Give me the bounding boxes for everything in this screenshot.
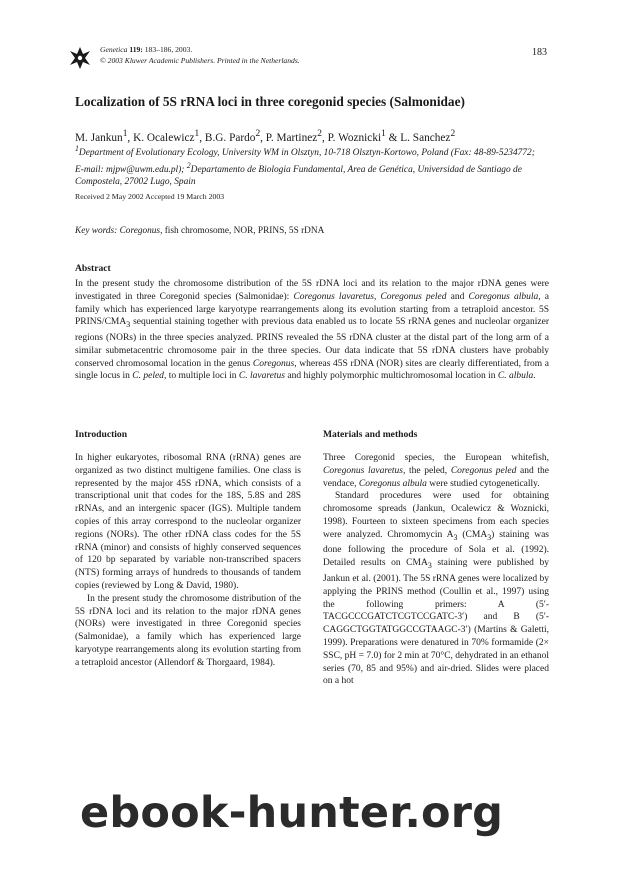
keywords-label: Key words:: [75, 226, 118, 236]
journal-pages: 183–186, 2003.: [144, 45, 193, 54]
author-affiliation-mark: 2: [255, 129, 261, 139]
author: L. Sanchez: [400, 131, 451, 144]
abstract-heading: Abstract: [75, 263, 111, 274]
journal-volume: 119:: [129, 45, 143, 54]
author-affiliation-mark: 1: [381, 129, 386, 139]
keyword-italic: Coregonus: [119, 226, 161, 236]
methods-paragraph-1: Three Coregonid species, the European whitefish, Coregonus lavaretus, the peled, Coregonus peled and the vendace, Coregonus albula were studied cytogenetically.: [323, 453, 549, 489]
abstract-text: In the present study the chromosome distribution of the 5S rDNA loci and its relation to the major rDNA genes were investigated in three Coregonid species (Salmonidae): Coregonus lavaretus, Coregonus peled and Coregonus albula, a family which has experienced large karyotype rearrangements along its evolution starting from a tetraploid ancestor. 5S PRINS/$CMA_3$ sequential staining together with previous data enabled us to locate 5S rRNA genes and nucleolar organizer regions (NORs) in the three species analyzed. PRINS revealed the 5S rDNA cluster at the distal part of the long arm of a similar submetacentric chromosome pair in the three species. Our data indicate that 5S rDNA clusters have probably conserved chromosomal location in the genus Coregonus, whereas 45S rDNA (NOR) sites are clearly differentiated, from a single locus in C. peled, to multiple loci in C. lavaretus and highly polymorphic multichromosomal location in C. albula.: [75, 279, 550, 382]
kluwer-logo-icon: [69, 46, 91, 70]
introduction-body: [75, 452, 301, 670]
author-affiliation-mark: 2: [317, 129, 322, 139]
author-affiliation-mark: 1: [122, 129, 128, 139]
author: P. Woznicki: [327, 131, 382, 144]
journal-header: [100, 45, 300, 66]
keywords-rest: , fish chromosome, NOR, PRINS, 5S rDNA: [160, 226, 325, 236]
methods-paragraph-2: Standard procedures were used for obtaining chromosome spreads (Jankun, Ocalewicz & Woznicki, 1998). Fourteen to sixteen specimens from each species were analyzed. Chromomycin $A_3$ $(CMA_3)$ staining was done following the procedure of Sola et al. (1992). Detailed results on $CMA_3$ staining were published by Jankun et al. (2001). The 5S rRNA genes were localized by applying the PRINS method (Coullin et al., 1997) using the following primers: A (5′-TACGCCCGATCTCGTCCGATC-3′) and B (5′-CAGGCTGGTATGGCCGTAAGC-3′) (Martins & Galetti, 1999). Preparations were denatured in 70% formamide (2× SSC, pH = 7.0) for 2 min at 70°C, dehydrated in an ethanol series (70, 85 and 95%) and air-dried. Slides were placed on a hot: [323, 491, 549, 687]
paper-title: Localization of 5S rRNA loci in three coregonid species (Salmonidae): [75, 94, 465, 109]
journal-name: Genetica: [100, 45, 128, 54]
author: K. Ocalewicz: [133, 131, 195, 144]
methods-body: [323, 452, 549, 688]
intro-paragraph-2: In the present study the chromosome distribution of the 5S rDNA loci and its relation to the major rDNA genes (NORs) were investigated in three Coregonid species (Salmonidae), a family which has experienced large karyotype rearrangements along its evolution starting from a tetraploid ancestor (Allendorf & Thorgaard, 1984).: [75, 593, 301, 668]
received-dates: Received 2 May 2002 Accepted 19 March 2003: [75, 192, 225, 201]
page-number: 183: [532, 47, 547, 58]
affiliation-mark: 1: [75, 144, 79, 153]
methods-heading: Materials and methods: [323, 429, 418, 440]
introduction-heading: Introduction: [75, 429, 128, 440]
author: M. Jankun: [75, 131, 123, 144]
affiliation-2: Departamento de Biologia Fundamental, Area de Genética, Universidad de Santiago de Compostela, 27002 Lugo, Spain: [75, 164, 522, 188]
copyright-line: © 2003 Kluwer Academic Publishers. Printed in the Netherlands.: [100, 55, 300, 65]
author: B.G. Pardo: [204, 131, 256, 144]
author: P. Martinez: [265, 131, 318, 144]
keywords: [75, 226, 324, 236]
affiliation-1: Department of Evolutionary Ecology, University WM in Olsztyn, 10-718 Olsztyn-Kortowo, Poland (Fax: 48-89-5234772; E-mail: mjpw@uwm.edu.pl);: [75, 148, 535, 175]
intro-paragraph-1: In higher eukaryotes, ribosomal RNA (rRNA) genes are organized as two distinct multigene families. One class is represented by the major 45S rDNA, which consists of a transcriptional unit that codes for the 18S, 5.8S and 28S rRNAs, and an intergenic spacer (IGS). Multiple tandem copies of this array correspond to the nucleolar organizer regions (NORs). The other rDNA class codes for the 5S rRNA (minor) and consists of highly conserved sequences of 120 bp separated by variable non-transcribed spacers (NTS) forming arrays of hundreds to thousands of tandem copies (reviewed by Long & David, 1980).: [75, 453, 301, 591]
watermark-text: ebook-hunter.org: [80, 788, 504, 838]
author-affiliation-mark: 1: [194, 129, 200, 139]
author-list: M. Jankun$^1$, K. Ocalewicz$^1$, B.G. Pardo$^2$, P. Martinez$^2$, P. Woznicki$^1$ & L. Sanchez$^2$: [75, 129, 456, 144]
author-affiliation-mark: 2: [450, 129, 456, 139]
affiliations: [75, 143, 545, 189]
affiliation-mark: 2: [186, 160, 191, 170]
